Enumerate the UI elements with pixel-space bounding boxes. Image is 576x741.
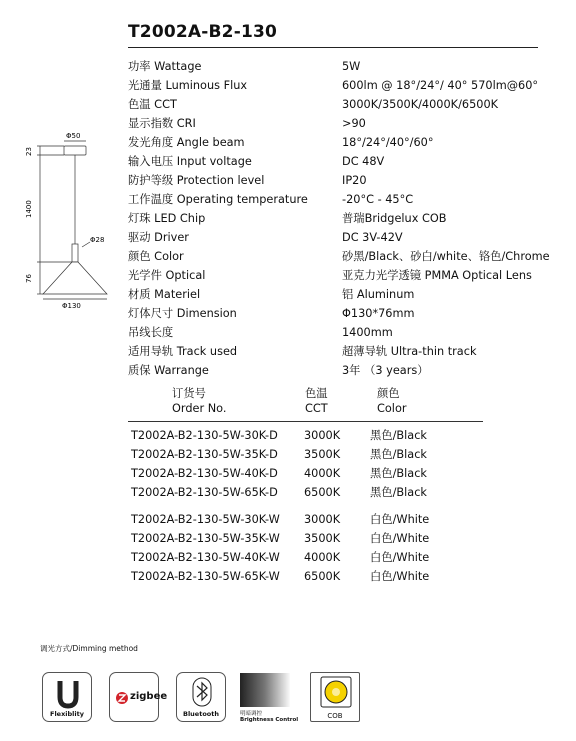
spec-row [128, 266, 568, 285]
spec-label: 防护等级 Protection level [128, 174, 265, 187]
spec-row [128, 228, 568, 247]
spec-table [128, 57, 568, 380]
order-number: T2002A-B2-130-5W-40K-D [131, 467, 278, 480]
order-cct: 3000K [304, 513, 341, 526]
order-cct: 3500K [304, 532, 341, 545]
spec-value: 砂黑/Black、砂白/white、铬色/Chrome [342, 250, 550, 263]
order-table-black [128, 426, 528, 502]
order-color: 黑色/Black [370, 467, 427, 480]
order-color: 白色/White [370, 570, 430, 583]
order-table-white [128, 510, 528, 586]
cob-label: COB [327, 712, 343, 720]
dim-mid-diameter: Φ28 [90, 236, 105, 244]
spec-row [128, 114, 568, 133]
order-color: 白色/White [370, 532, 430, 545]
spec-value: Φ130*76mm [342, 307, 415, 320]
order-color: 黑色/Black [370, 486, 427, 499]
magnet-icon [43, 673, 93, 713]
order-cct: 4000K [304, 551, 341, 564]
bluetooth-label: Bluetooth [183, 710, 219, 718]
spec-value: 亚克力光学透镜 PMMA Optical Lens [342, 269, 532, 282]
spec-value: 3年 （3 years） [342, 364, 429, 377]
spec-label: 驱动 Driver [128, 231, 189, 244]
spec-label: 光学件 Optical [128, 269, 206, 282]
dim-canopy-height: 23 [25, 147, 33, 156]
order-row [128, 548, 528, 567]
order-header-cct-cn: 色温 [305, 387, 328, 400]
cob-badge [310, 672, 360, 722]
spec-label: 灯体尺寸 Dimension [128, 307, 237, 320]
spec-row [128, 247, 568, 266]
spec-row [128, 285, 568, 304]
order-number: T2002A-B2-130-5W-30K-D [131, 429, 278, 442]
spec-value: 铝 Aluminum [342, 288, 415, 301]
order-number: T2002A-B2-130-5W-35K-D [131, 448, 278, 461]
spec-value: DC 3V-42V [342, 231, 403, 244]
spec-row [128, 304, 568, 323]
spec-row [128, 76, 568, 95]
zigbee-label: zigbee [130, 691, 168, 702]
spec-row [128, 152, 568, 171]
spec-label: 吊线长度 [128, 326, 174, 339]
spec-row [128, 190, 568, 209]
spec-value: DC 48V [342, 155, 385, 168]
order-number: T2002A-B2-130-5W-40K-W [131, 551, 280, 564]
dimming-title: 调光方式/Dimming method [40, 644, 138, 653]
order-header-cct-en: CCT [305, 402, 328, 415]
spec-value: 18°/24°/40°/60° [342, 136, 434, 149]
spec-row [128, 323, 568, 342]
spec-value: 普瑞Bridgelux COB [342, 212, 447, 225]
spec-row [128, 209, 568, 228]
order-cct: 4000K [304, 467, 341, 480]
spec-value: >90 [342, 117, 366, 130]
spec-row [128, 171, 568, 190]
spec-row [128, 342, 568, 361]
spec-label: 发光角度 Angle beam [128, 136, 245, 149]
title-divider [128, 47, 538, 48]
spec-row [128, 57, 568, 76]
spec-label: 功率 Wattage [128, 60, 202, 73]
order-number: T2002A-B2-130-5W-65K-D [131, 486, 278, 499]
brightness-gradient [240, 673, 290, 707]
dim-cable-length: 1400 [25, 200, 33, 218]
brightness-label-en: Brightness Control [240, 717, 299, 723]
spec-value: 3000K/3500K/4000K/6500K [342, 98, 499, 111]
order-header-no [172, 386, 226, 416]
zigbee-badge [109, 672, 168, 722]
spec-label: 质保 Warrange [128, 364, 209, 377]
order-number: T2002A-B2-130-5W-30K-W [131, 513, 280, 526]
spec-value: 超薄导轨 Ultra-thin track [342, 345, 477, 358]
order-row [128, 426, 528, 445]
order-color: 白色/White [370, 513, 430, 526]
order-cct: 6500K [304, 570, 341, 583]
order-row [128, 529, 528, 548]
order-header-no-cn: 订货号 [172, 387, 206, 400]
spec-row [128, 95, 568, 114]
order-header-divider [128, 421, 483, 422]
spec-label: 光通量 Luminous Flux [128, 79, 248, 92]
brightness-label-cn: 明暗调控 [240, 711, 263, 717]
order-row [128, 510, 528, 529]
order-row [128, 464, 528, 483]
order-row [128, 445, 528, 464]
spec-label: 工作温度 Operating temperature [128, 193, 308, 206]
spec-label: 适用导轨 Track used [128, 345, 238, 358]
spec-value: IP20 [342, 174, 367, 187]
order-color: 白色/White [370, 551, 430, 564]
product-title: T2002A-B2-130 [128, 22, 278, 42]
flexibility-label: Flexiblity [50, 710, 84, 718]
spec-value: 1400mm [342, 326, 393, 339]
bluetooth-icon [177, 673, 227, 713]
order-cct: 3500K [304, 448, 341, 461]
order-header-color [377, 386, 407, 416]
spec-label: 灯珠 LED Chip [128, 212, 206, 225]
spec-label: 显示指数 CRI [128, 117, 196, 130]
spec-label: 输入电压 Input voltage [128, 155, 252, 168]
order-row [128, 483, 528, 502]
spec-value: 600lm @ 18°/24°/ 40° 570lm@60° [342, 79, 539, 92]
order-header-no-en: Order No. [172, 402, 227, 415]
order-row [128, 567, 528, 586]
dim-top-diameter: Φ50 [66, 132, 81, 140]
order-color: 黑色/Black [370, 448, 427, 461]
spec-label: 材质 Materiel [128, 288, 201, 301]
order-cct: 6500K [304, 486, 341, 499]
spec-row [128, 133, 568, 152]
spec-value: 5W [342, 60, 361, 73]
order-header-color-en: Color [377, 402, 407, 415]
order-number: T2002A-B2-130-5W-65K-W [131, 570, 280, 583]
cob-chip-icon [311, 673, 361, 713]
order-header-color-cn: 颜色 [377, 387, 400, 400]
spec-value: -20°C - 45°C [342, 193, 414, 206]
bluetooth-badge [176, 672, 226, 722]
spec-row [128, 361, 568, 380]
order-header-cct [305, 386, 328, 416]
flexibility-badge [42, 672, 92, 722]
order-cct: 3000K [304, 429, 341, 442]
spec-label: 颜色 Color [128, 250, 184, 263]
spec-label: 色温 CCT [128, 98, 177, 111]
dim-bottom-diameter: Φ130 [62, 302, 81, 310]
lamp-dimension-drawing [0, 0, 125, 320]
order-color: 黑色/Black [370, 429, 427, 442]
order-number: T2002A-B2-130-5W-35K-W [131, 532, 280, 545]
dim-shade-height: 76 [25, 274, 33, 283]
